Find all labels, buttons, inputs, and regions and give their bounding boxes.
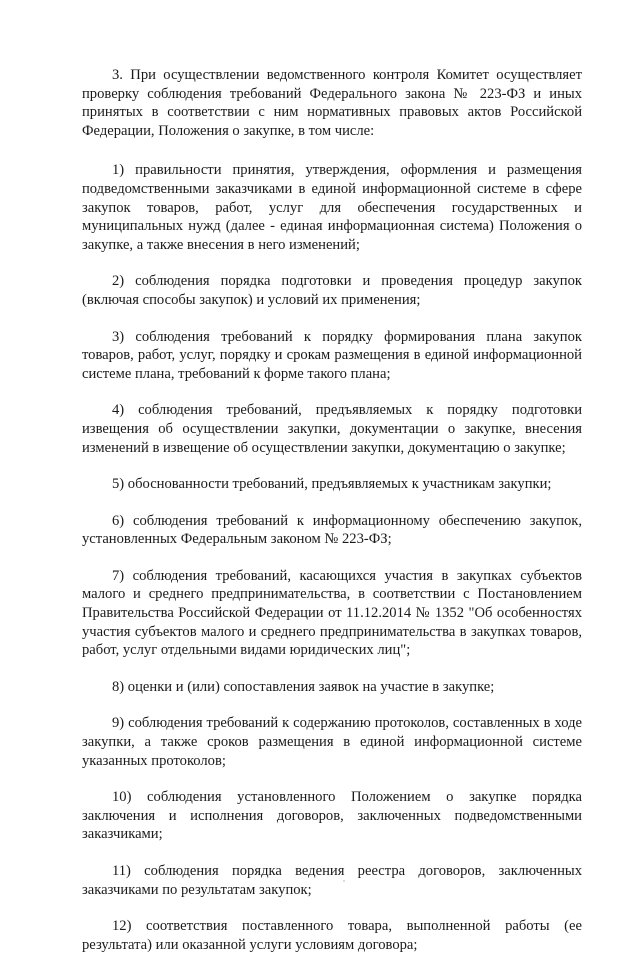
list-item-1: 1) правильности принятия, утверждения, оформления и размещения подведомственными заказчиками в единой информационной системе в сфере закупок товаров, работ, услуг для обеспечения государственных и муниципальных нужд (далее - единая информационная система) Положения о закупке, а также внесения в него изменений; xyxy=(82,162,582,253)
document-page xyxy=(82,66,582,972)
list-item-3: 3) соблюдения требований к порядку формирования плана закупок товаров, работ, услуг, порядку и срокам размещения в единой информационной системе плана, требований к форме такого плана; xyxy=(82,328,582,382)
list-item-6: 6) соблюдения требований к информационному обеспечению закупок, установленных Федеральным законом № 223-ФЗ; xyxy=(82,512,582,548)
list-item-8: 8) оценки и (или) сопоставления заявок на участие в закупке; xyxy=(112,678,495,695)
list-item-4: 4) соблюдения требований, предъявляемых к порядку подготовки извещения об осуществлении закупки, документации о закупке, внесения изменений в извещение об осуществлении закупки, документацию о закупке; xyxy=(82,402,582,456)
list-item-11: 11) соблюдения порядка ведения реестра договоров, заключенных заказчиками по результатам закупок; xyxy=(82,863,582,898)
paragraph-intro: 3. При осуществлении ведомственного контроля Комитет осуществляет проверку соблюдения требований Федерального закона № 223-ФЗ и иных принятых в соответствии с ним нормативных правовых актов Российской Федерации, Положения о закупке, в том числе: xyxy=(82,67,582,139)
list-item-7: 7) соблюдения требований, касающихся участия в закупках субъектов малого и среднего предпринимательства, в соответствии с Постановлением Правительства Российской Федерации от 11.12.2014 № 1352 "Об особенностях участия субъектов малого и среднего предпринимательства в закупках товаров, работ, услуг отдельными видами юридических лиц"; xyxy=(82,567,582,659)
list-item-10: 10) соблюдения установленного Положением о закупке порядка заключения и исполнения договоров, заключенных подведомственными заказчиками; xyxy=(82,789,582,843)
list-item-2: 2) соблюдения порядка подготовки и проведения процедур закупок (включая способы закупок) и условий их применения; xyxy=(82,273,582,308)
list-item-12: 12) соответствия поставленного товара, выполненной работы (ее результата) или оказанной услуги условиям договора; xyxy=(82,918,582,953)
scan-speck xyxy=(343,880,345,882)
list-item-5: 5) обоснованности требований, предъявляемых к участникам закупки; xyxy=(112,476,552,493)
list-item-9: 9) соблюдения требований к содержанию протоколов, составленных в ходе закупки, а также сроков размещения в единой информационной системе указанных протоколов; xyxy=(82,715,582,769)
